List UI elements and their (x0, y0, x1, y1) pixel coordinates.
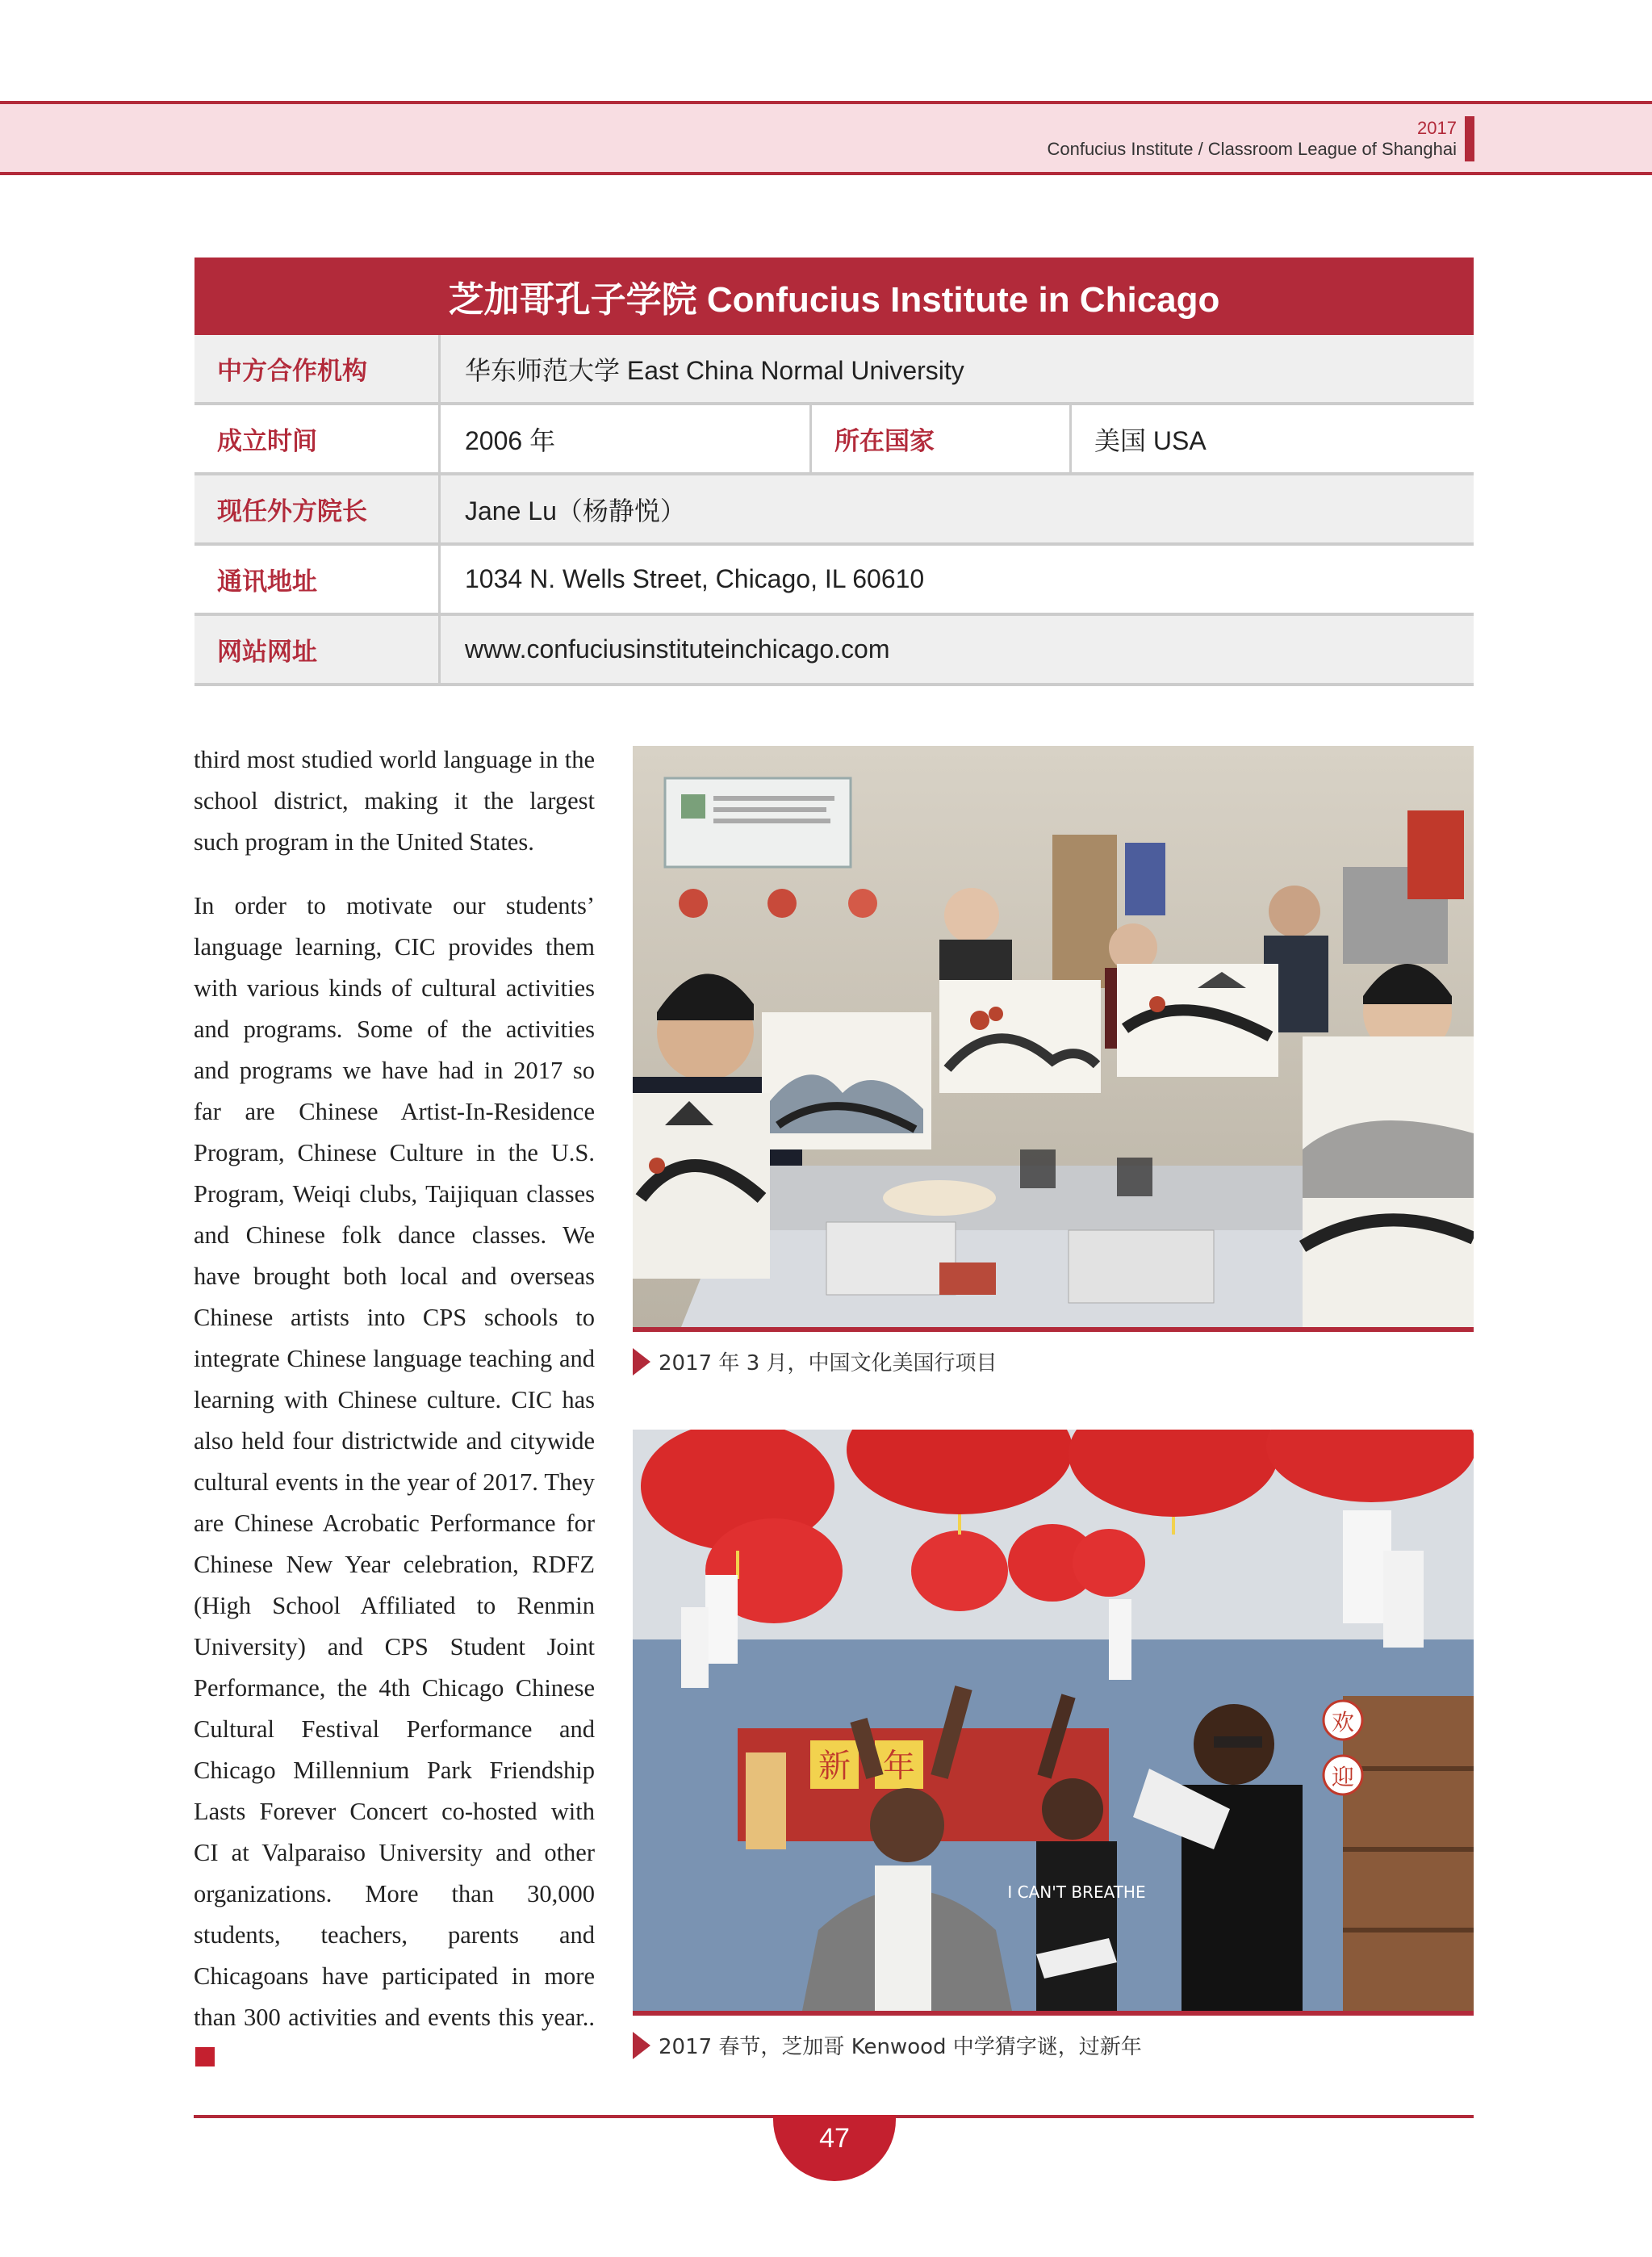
header-subtitle: Confucius Institute / Classroom League of Shanghai (1047, 139, 1457, 159)
country-value: 美国 USA (1094, 425, 1207, 455)
table-title: 芝加哥孔子学院 Confucius Institute in Chicago (194, 258, 1474, 335)
sign-ying-text: 迎 (1331, 1764, 1355, 1790)
photo-painting-class (633, 746, 1474, 1332)
partner-label: 中方合作机构 (194, 335, 441, 402)
caption-1-text: 2017 年 3 月，中国文化美国行项目 (659, 1351, 997, 1376)
lantern-riddles-illustration (633, 1430, 1474, 2011)
article-body (194, 739, 595, 2102)
ink-painting-4 (1303, 1036, 1474, 1327)
caption-2-text: 2017 春节，芝加哥 Kenwood 中学猜字谜，过新年 (659, 2035, 1142, 2059)
table-row-director (194, 475, 1474, 546)
painting-class-illustration (633, 746, 1474, 1327)
caption-arrow-icon (633, 2032, 650, 2059)
ink-painting-1 (762, 1012, 931, 1149)
director-value: Jane Lu（杨静悦） (465, 496, 686, 526)
partner-value: 华东师范大学 East China Normal University (465, 355, 964, 385)
address-value: 1034 N. Wells Street, Chicago, IL 60610 (465, 564, 925, 593)
table-row-website (194, 616, 1474, 686)
website-label: 网站网址 (194, 616, 441, 683)
header-accent-bar (1465, 116, 1474, 161)
ink-painting-3 (1117, 964, 1278, 1077)
caption-arrow-icon (633, 1348, 650, 1376)
running-header (1047, 118, 1457, 160)
ink-painting-5 (633, 1093, 770, 1279)
body-paragraph-2 (194, 886, 595, 2079)
header-year: 2017 (1417, 118, 1457, 138)
sign-xin-text: 新 (818, 1748, 851, 1785)
director-label: 现任外方院长 (194, 475, 441, 542)
photo-caption-2 (633, 2030, 1142, 2060)
body-paragraph-2-text: In order to motivate our students’ language learning, CIC provides them with various kinds of cultural activities and programs. Some of the activities and programs we have had in 2017 so far are Chinese Artist-In-Residence Program, Chinese Culture in the U.S. Program, Weiqi clubs, Taijiquan classes and Chinese folk dance classes. We have brought both local and overseas Chinese artists into CPS schools to integrate Chinese language teaching and learning with Chinese culture. CIC has also held four districtwide and citywide cultural events in the year of 2017. They are Chinese Acrobatic Performance for Chinese New Year celebration, RDFZ (High School Affiliated to Renmin University) and CPS Student Joint Performance, the 4th Chicago Chinese Cultural Festival Performance and Chicago Millennium Park Friendship Lasts Forever Concert co-hosted with CI at Valparaiso University and other organizations. More than 30,000 students, teachers, parents and Chicagoans have participated in more than 300 activities and events this year.. (194, 892, 595, 2031)
address-label: 通讯地址 (194, 546, 441, 613)
table-row-address (194, 546, 1474, 616)
sign-nian-text: 年 (883, 1748, 915, 1785)
institute-info-table (194, 258, 1474, 686)
ink-painting-2 (939, 980, 1101, 1093)
founded-label: 成立时间 (194, 405, 441, 472)
photo-lantern-riddles (633, 1430, 1474, 2016)
page-number: 47 (819, 2123, 850, 2154)
sign-huan-text: 欢 (1331, 1709, 1355, 1736)
website-value: www.confuciusinstituteinchicago.com (465, 634, 890, 664)
photo-caption-1 (633, 1346, 997, 1376)
body-paragraph-1: third most studied world language in the school district, making it the largest such program in the United States. (194, 746, 595, 856)
shirt-text: I CAN'T BREATHE (1007, 1882, 1146, 1902)
country-label: 所在国家 (812, 405, 1072, 472)
table-row-partner (194, 335, 1474, 405)
table-row-founded (194, 405, 1474, 475)
end-mark-icon (195, 2047, 215, 2066)
founded-value: 2006 年 (441, 405, 812, 472)
